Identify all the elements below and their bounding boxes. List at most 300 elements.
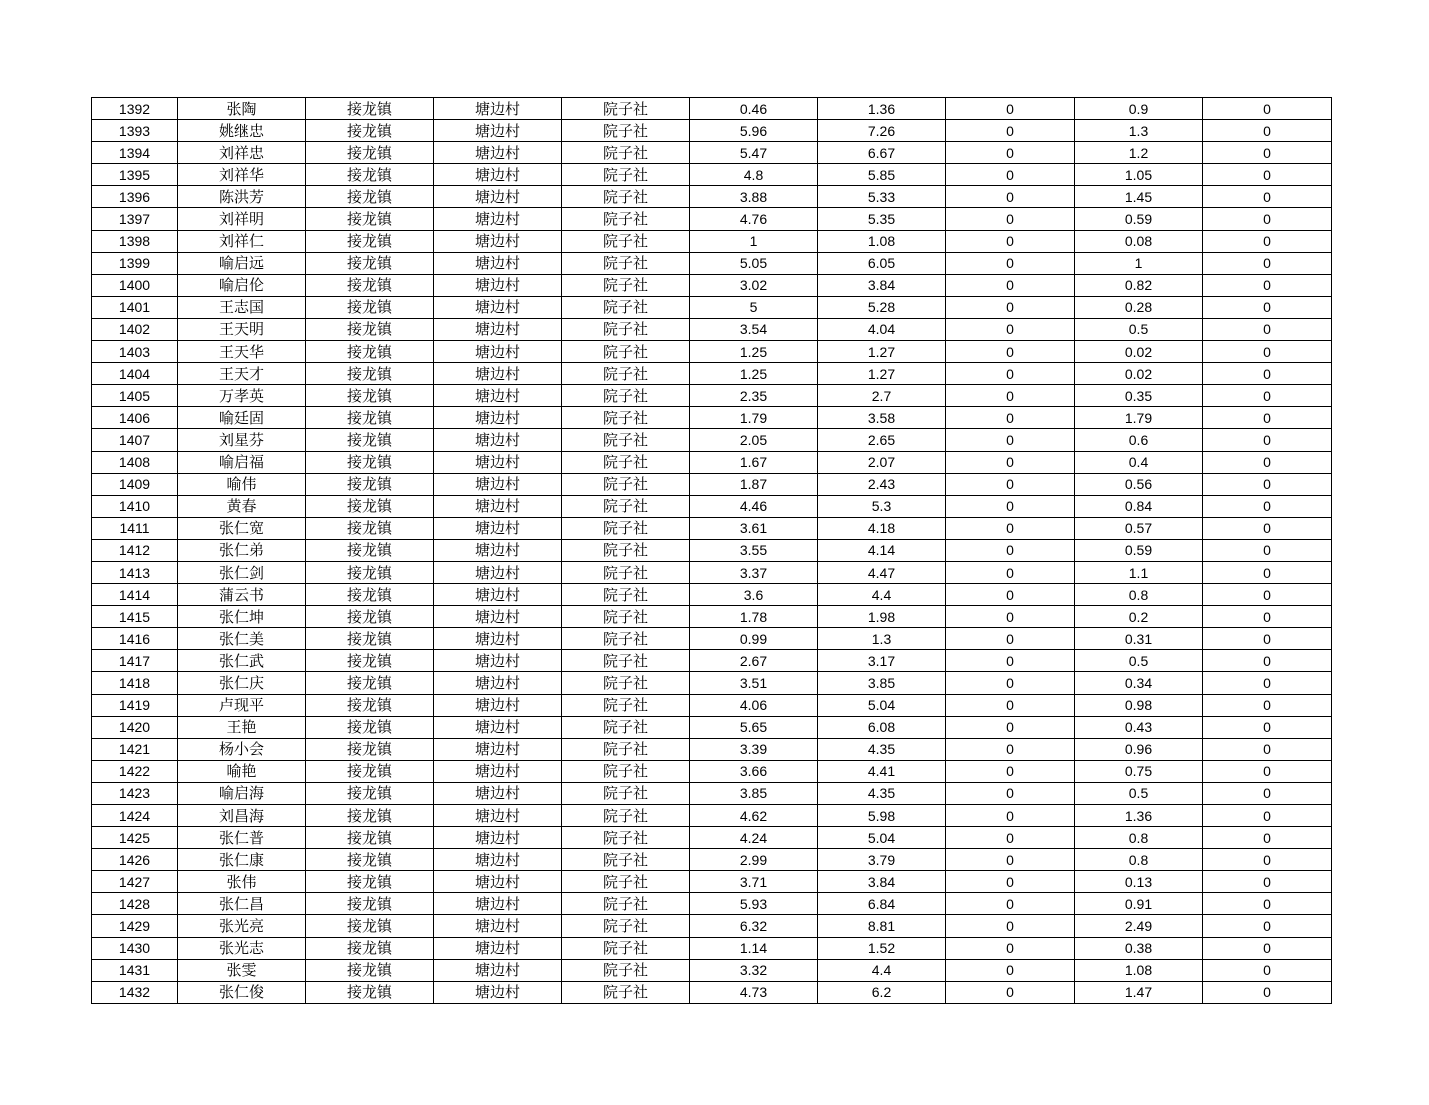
row-number-cell: 1404 (92, 363, 178, 385)
table-row (92, 650, 1332, 672)
name-cell: 刘祥明 (178, 208, 306, 230)
table-row (92, 164, 1332, 186)
value-e-cell: 0 (1203, 827, 1332, 849)
value-c-cell: 0 (946, 694, 1075, 716)
town-cell: 接龙镇 (306, 142, 434, 164)
table-row (92, 805, 1332, 827)
value-c-cell: 0 (946, 606, 1075, 628)
value-e-cell: 0 (1203, 937, 1332, 959)
value-d-cell: 0.96 (1075, 738, 1203, 760)
town-cell: 接龙镇 (306, 363, 434, 385)
village-cell: 塘边村 (434, 606, 562, 628)
town-cell: 接龙镇 (306, 782, 434, 804)
town-cell: 接龙镇 (306, 473, 434, 495)
village-cell: 塘边村 (434, 716, 562, 738)
group-cell: 院子社 (562, 318, 690, 340)
value-d-cell: 1.79 (1075, 407, 1203, 429)
group-cell: 院子社 (562, 937, 690, 959)
town-cell: 接龙镇 (306, 959, 434, 981)
value-b-cell: 3.84 (818, 274, 946, 296)
name-cell: 王艳 (178, 716, 306, 738)
name-cell: 杨小会 (178, 738, 306, 760)
table-row (92, 539, 1332, 561)
value-b-cell: 6.08 (818, 716, 946, 738)
value-c-cell: 0 (946, 738, 1075, 760)
value-b-cell: 5.33 (818, 186, 946, 208)
name-cell: 张仁美 (178, 628, 306, 650)
town-cell: 接龙镇 (306, 252, 434, 274)
table-row (92, 318, 1332, 340)
village-cell: 塘边村 (434, 429, 562, 451)
value-e-cell: 0 (1203, 915, 1332, 937)
value-b-cell: 2.07 (818, 451, 946, 473)
group-cell: 院子社 (562, 849, 690, 871)
value-b-cell: 5.3 (818, 495, 946, 517)
value-e-cell: 0 (1203, 120, 1332, 142)
name-cell: 姚继忠 (178, 120, 306, 142)
town-cell: 接龙镇 (306, 539, 434, 561)
table-row (92, 937, 1332, 959)
group-cell: 院子社 (562, 716, 690, 738)
row-number-cell: 1421 (92, 738, 178, 760)
group-cell: 院子社 (562, 363, 690, 385)
table-row (92, 473, 1332, 495)
table-row (92, 871, 1332, 893)
village-cell: 塘边村 (434, 981, 562, 1003)
table-row (92, 429, 1332, 451)
town-cell: 接龙镇 (306, 871, 434, 893)
value-d-cell: 0.13 (1075, 871, 1203, 893)
row-number-cell: 1429 (92, 915, 178, 937)
name-cell: 王天才 (178, 363, 306, 385)
value-a-cell: 4.8 (690, 164, 818, 186)
value-c-cell: 0 (946, 318, 1075, 340)
value-d-cell: 1.3 (1075, 120, 1203, 142)
value-a-cell: 1 (690, 230, 818, 252)
town-cell: 接龙镇 (306, 451, 434, 473)
value-b-cell: 3.84 (818, 871, 946, 893)
value-e-cell: 0 (1203, 385, 1332, 407)
group-cell: 院子社 (562, 606, 690, 628)
value-e-cell: 0 (1203, 341, 1332, 363)
village-cell: 塘边村 (434, 871, 562, 893)
value-a-cell: 4.76 (690, 208, 818, 230)
value-e-cell: 0 (1203, 451, 1332, 473)
name-cell: 喻启伦 (178, 274, 306, 296)
table-row (92, 385, 1332, 407)
value-c-cell: 0 (946, 142, 1075, 164)
village-cell: 塘边村 (434, 694, 562, 716)
name-cell: 喻启远 (178, 252, 306, 274)
value-c-cell: 0 (946, 429, 1075, 451)
village-cell: 塘边村 (434, 539, 562, 561)
value-e-cell: 0 (1203, 893, 1332, 915)
row-number-cell: 1419 (92, 694, 178, 716)
village-cell: 塘边村 (434, 98, 562, 120)
value-a-cell: 2.99 (690, 849, 818, 871)
value-d-cell: 0.8 (1075, 584, 1203, 606)
value-c-cell: 0 (946, 981, 1075, 1003)
value-b-cell: 1.98 (818, 606, 946, 628)
group-cell: 院子社 (562, 584, 690, 606)
value-a-cell: 6.32 (690, 915, 818, 937)
value-e-cell: 0 (1203, 252, 1332, 274)
group-cell: 院子社 (562, 230, 690, 252)
value-c-cell: 0 (946, 473, 1075, 495)
town-cell: 接龙镇 (306, 385, 434, 407)
table-row (92, 849, 1332, 871)
value-d-cell: 1 (1075, 252, 1203, 274)
village-cell: 塘边村 (434, 915, 562, 937)
value-a-cell: 0.46 (690, 98, 818, 120)
group-cell: 院子社 (562, 561, 690, 583)
value-a-cell: 2.67 (690, 650, 818, 672)
table-row (92, 451, 1332, 473)
value-e-cell: 0 (1203, 495, 1332, 517)
name-cell: 张伟 (178, 871, 306, 893)
value-b-cell: 1.52 (818, 937, 946, 959)
table-row (92, 760, 1332, 782)
table-row (92, 628, 1332, 650)
table-row (92, 186, 1332, 208)
group-cell: 院子社 (562, 274, 690, 296)
value-a-cell: 3.66 (690, 760, 818, 782)
value-d-cell: 1.05 (1075, 164, 1203, 186)
town-cell: 接龙镇 (306, 274, 434, 296)
value-e-cell: 0 (1203, 981, 1332, 1003)
value-b-cell: 7.26 (818, 120, 946, 142)
value-d-cell: 0.91 (1075, 893, 1203, 915)
group-cell: 院子社 (562, 473, 690, 495)
value-c-cell: 0 (946, 208, 1075, 230)
value-b-cell: 6.84 (818, 893, 946, 915)
value-a-cell: 4.73 (690, 981, 818, 1003)
value-d-cell: 0.59 (1075, 539, 1203, 561)
name-cell: 张雯 (178, 959, 306, 981)
row-number-cell: 1420 (92, 716, 178, 738)
value-e-cell: 0 (1203, 318, 1332, 340)
row-number-cell: 1413 (92, 561, 178, 583)
group-cell: 院子社 (562, 738, 690, 760)
town-cell: 接龙镇 (306, 628, 434, 650)
group-cell: 院子社 (562, 959, 690, 981)
group-cell: 院子社 (562, 164, 690, 186)
value-e-cell: 0 (1203, 296, 1332, 318)
village-cell: 塘边村 (434, 584, 562, 606)
village-cell: 塘边村 (434, 208, 562, 230)
value-a-cell: 3.02 (690, 274, 818, 296)
town-cell: 接龙镇 (306, 429, 434, 451)
value-b-cell: 3.79 (818, 849, 946, 871)
group-cell: 院子社 (562, 760, 690, 782)
name-cell: 张仁武 (178, 650, 306, 672)
name-cell: 喻廷固 (178, 407, 306, 429)
row-number-cell: 1422 (92, 760, 178, 782)
value-a-cell: 1.25 (690, 363, 818, 385)
row-number-cell: 1412 (92, 539, 178, 561)
name-cell: 张陶 (178, 98, 306, 120)
value-a-cell: 3.39 (690, 738, 818, 760)
village-cell: 塘边村 (434, 827, 562, 849)
value-d-cell: 0.5 (1075, 782, 1203, 804)
table-row (92, 341, 1332, 363)
value-c-cell: 0 (946, 672, 1075, 694)
value-b-cell: 1.08 (818, 230, 946, 252)
row-number-cell: 1397 (92, 208, 178, 230)
name-cell: 刘昌海 (178, 805, 306, 827)
group-cell: 院子社 (562, 827, 690, 849)
name-cell: 喻启海 (178, 782, 306, 804)
row-number-cell: 1394 (92, 142, 178, 164)
value-a-cell: 3.85 (690, 782, 818, 804)
name-cell: 王志国 (178, 296, 306, 318)
table-row (92, 738, 1332, 760)
value-b-cell: 1.27 (818, 341, 946, 363)
row-number-cell: 1415 (92, 606, 178, 628)
name-cell: 卢现平 (178, 694, 306, 716)
name-cell: 喻伟 (178, 473, 306, 495)
value-c-cell: 0 (946, 252, 1075, 274)
row-number-cell: 1427 (92, 871, 178, 893)
village-cell: 塘边村 (434, 164, 562, 186)
value-e-cell: 0 (1203, 782, 1332, 804)
row-number-cell: 1408 (92, 451, 178, 473)
village-cell: 塘边村 (434, 252, 562, 274)
value-d-cell: 0.38 (1075, 937, 1203, 959)
name-cell: 张仁康 (178, 849, 306, 871)
value-e-cell: 0 (1203, 738, 1332, 760)
town-cell: 接龙镇 (306, 937, 434, 959)
value-d-cell: 0.6 (1075, 429, 1203, 451)
row-number-cell: 1393 (92, 120, 178, 142)
value-a-cell: 1.79 (690, 407, 818, 429)
group-cell: 院子社 (562, 120, 690, 142)
group-cell: 院子社 (562, 98, 690, 120)
village-cell: 塘边村 (434, 363, 562, 385)
town-cell: 接龙镇 (306, 915, 434, 937)
village-cell: 塘边村 (434, 407, 562, 429)
group-cell: 院子社 (562, 186, 690, 208)
value-b-cell: 3.17 (818, 650, 946, 672)
value-a-cell: 3.37 (690, 561, 818, 583)
table-row (92, 672, 1332, 694)
table-row (92, 407, 1332, 429)
village-cell: 塘边村 (434, 628, 562, 650)
value-e-cell: 0 (1203, 429, 1332, 451)
group-cell: 院子社 (562, 893, 690, 915)
value-a-cell: 3.6 (690, 584, 818, 606)
value-d-cell: 0.57 (1075, 517, 1203, 539)
town-cell: 接龙镇 (306, 407, 434, 429)
value-e-cell: 0 (1203, 672, 1332, 694)
value-c-cell: 0 (946, 539, 1075, 561)
value-e-cell: 0 (1203, 561, 1332, 583)
row-number-cell: 1410 (92, 495, 178, 517)
town-cell: 接龙镇 (306, 981, 434, 1003)
table-row (92, 606, 1332, 628)
value-c-cell: 0 (946, 782, 1075, 804)
value-b-cell: 8.81 (818, 915, 946, 937)
row-number-cell: 1403 (92, 341, 178, 363)
town-cell: 接龙镇 (306, 849, 434, 871)
value-e-cell: 0 (1203, 606, 1332, 628)
name-cell: 蒲云书 (178, 584, 306, 606)
village-cell: 塘边村 (434, 186, 562, 208)
row-number-cell: 1401 (92, 296, 178, 318)
value-c-cell: 0 (946, 164, 1075, 186)
row-number-cell: 1406 (92, 407, 178, 429)
value-b-cell: 3.58 (818, 407, 946, 429)
row-number-cell: 1409 (92, 473, 178, 495)
value-a-cell: 5.47 (690, 142, 818, 164)
table-row (92, 959, 1332, 981)
table-row (92, 827, 1332, 849)
value-d-cell: 0.4 (1075, 451, 1203, 473)
group-cell: 院子社 (562, 451, 690, 473)
table-row (92, 716, 1332, 738)
town-cell: 接龙镇 (306, 208, 434, 230)
row-number-cell: 1426 (92, 849, 178, 871)
value-c-cell: 0 (946, 959, 1075, 981)
town-cell: 接龙镇 (306, 716, 434, 738)
village-cell: 塘边村 (434, 672, 562, 694)
name-cell: 张仁昌 (178, 893, 306, 915)
row-number-cell: 1428 (92, 893, 178, 915)
value-b-cell: 2.7 (818, 385, 946, 407)
group-cell: 院子社 (562, 208, 690, 230)
name-cell: 刘祥华 (178, 164, 306, 186)
value-e-cell: 0 (1203, 849, 1332, 871)
village-cell: 塘边村 (434, 341, 562, 363)
group-cell: 院子社 (562, 341, 690, 363)
value-c-cell: 0 (946, 407, 1075, 429)
value-c-cell: 0 (946, 915, 1075, 937)
value-a-cell: 3.71 (690, 871, 818, 893)
village-cell: 塘边村 (434, 120, 562, 142)
village-cell: 塘边村 (434, 473, 562, 495)
table-row (92, 98, 1332, 120)
value-e-cell: 0 (1203, 186, 1332, 208)
town-cell: 接龙镇 (306, 606, 434, 628)
value-a-cell: 4.24 (690, 827, 818, 849)
value-e-cell: 0 (1203, 871, 1332, 893)
row-number-cell: 1396 (92, 186, 178, 208)
value-b-cell: 3.85 (818, 672, 946, 694)
table-row (92, 915, 1332, 937)
value-a-cell: 5.65 (690, 716, 818, 738)
row-number-cell: 1405 (92, 385, 178, 407)
group-cell: 院子社 (562, 385, 690, 407)
group-cell: 院子社 (562, 539, 690, 561)
value-b-cell: 5.35 (818, 208, 946, 230)
value-e-cell: 0 (1203, 407, 1332, 429)
group-cell: 院子社 (562, 782, 690, 804)
row-number-cell: 1425 (92, 827, 178, 849)
value-d-cell: 0.84 (1075, 495, 1203, 517)
village-cell: 塘边村 (434, 937, 562, 959)
group-cell: 院子社 (562, 252, 690, 274)
name-cell: 陈洪芳 (178, 186, 306, 208)
value-c-cell: 0 (946, 628, 1075, 650)
row-number-cell: 1416 (92, 628, 178, 650)
value-b-cell: 5.85 (818, 164, 946, 186)
name-cell: 张仁宽 (178, 517, 306, 539)
value-b-cell: 4.35 (818, 738, 946, 760)
value-b-cell: 2.65 (818, 429, 946, 451)
row-number-cell: 1417 (92, 650, 178, 672)
town-cell: 接龙镇 (306, 893, 434, 915)
town-cell: 接龙镇 (306, 296, 434, 318)
value-b-cell: 6.2 (818, 981, 946, 1003)
value-d-cell: 2.49 (1075, 915, 1203, 937)
value-e-cell: 0 (1203, 584, 1332, 606)
name-cell: 喻启福 (178, 451, 306, 473)
value-c-cell: 0 (946, 561, 1075, 583)
value-c-cell: 0 (946, 230, 1075, 252)
name-cell: 喻艳 (178, 760, 306, 782)
row-number-cell: 1398 (92, 230, 178, 252)
value-c-cell: 0 (946, 849, 1075, 871)
town-cell: 接龙镇 (306, 230, 434, 252)
value-e-cell: 0 (1203, 650, 1332, 672)
data-table (91, 97, 1332, 1004)
value-d-cell: 0.34 (1075, 672, 1203, 694)
value-a-cell: 5.93 (690, 893, 818, 915)
value-c-cell: 0 (946, 805, 1075, 827)
value-a-cell: 5.05 (690, 252, 818, 274)
value-e-cell: 0 (1203, 473, 1332, 495)
value-a-cell: 1.25 (690, 341, 818, 363)
group-cell: 院子社 (562, 981, 690, 1003)
value-d-cell: 1.47 (1075, 981, 1203, 1003)
value-d-cell: 0.2 (1075, 606, 1203, 628)
row-number-cell: 1399 (92, 252, 178, 274)
value-e-cell: 0 (1203, 959, 1332, 981)
value-c-cell: 0 (946, 186, 1075, 208)
town-cell: 接龙镇 (306, 186, 434, 208)
value-d-cell: 0.56 (1075, 473, 1203, 495)
group-cell: 院子社 (562, 517, 690, 539)
value-a-cell: 5 (690, 296, 818, 318)
value-c-cell: 0 (946, 341, 1075, 363)
value-b-cell: 4.04 (818, 318, 946, 340)
value-d-cell: 0.31 (1075, 628, 1203, 650)
village-cell: 塘边村 (434, 650, 562, 672)
group-cell: 院子社 (562, 628, 690, 650)
value-d-cell: 0.98 (1075, 694, 1203, 716)
value-a-cell: 4.46 (690, 495, 818, 517)
town-cell: 接龙镇 (306, 650, 434, 672)
value-b-cell: 5.98 (818, 805, 946, 827)
group-cell: 院子社 (562, 694, 690, 716)
value-a-cell: 4.62 (690, 805, 818, 827)
value-a-cell: 2.35 (690, 385, 818, 407)
group-cell: 院子社 (562, 142, 690, 164)
value-d-cell: 0.08 (1075, 230, 1203, 252)
group-cell: 院子社 (562, 495, 690, 517)
value-e-cell: 0 (1203, 539, 1332, 561)
value-b-cell: 1.3 (818, 628, 946, 650)
value-a-cell: 0.99 (690, 628, 818, 650)
value-c-cell: 0 (946, 871, 1075, 893)
name-cell: 张仁俊 (178, 981, 306, 1003)
value-c-cell: 0 (946, 937, 1075, 959)
value-e-cell: 0 (1203, 363, 1332, 385)
table-row (92, 584, 1332, 606)
name-cell: 张仁剑 (178, 561, 306, 583)
value-a-cell: 4.06 (690, 694, 818, 716)
row-number-cell: 1402 (92, 318, 178, 340)
